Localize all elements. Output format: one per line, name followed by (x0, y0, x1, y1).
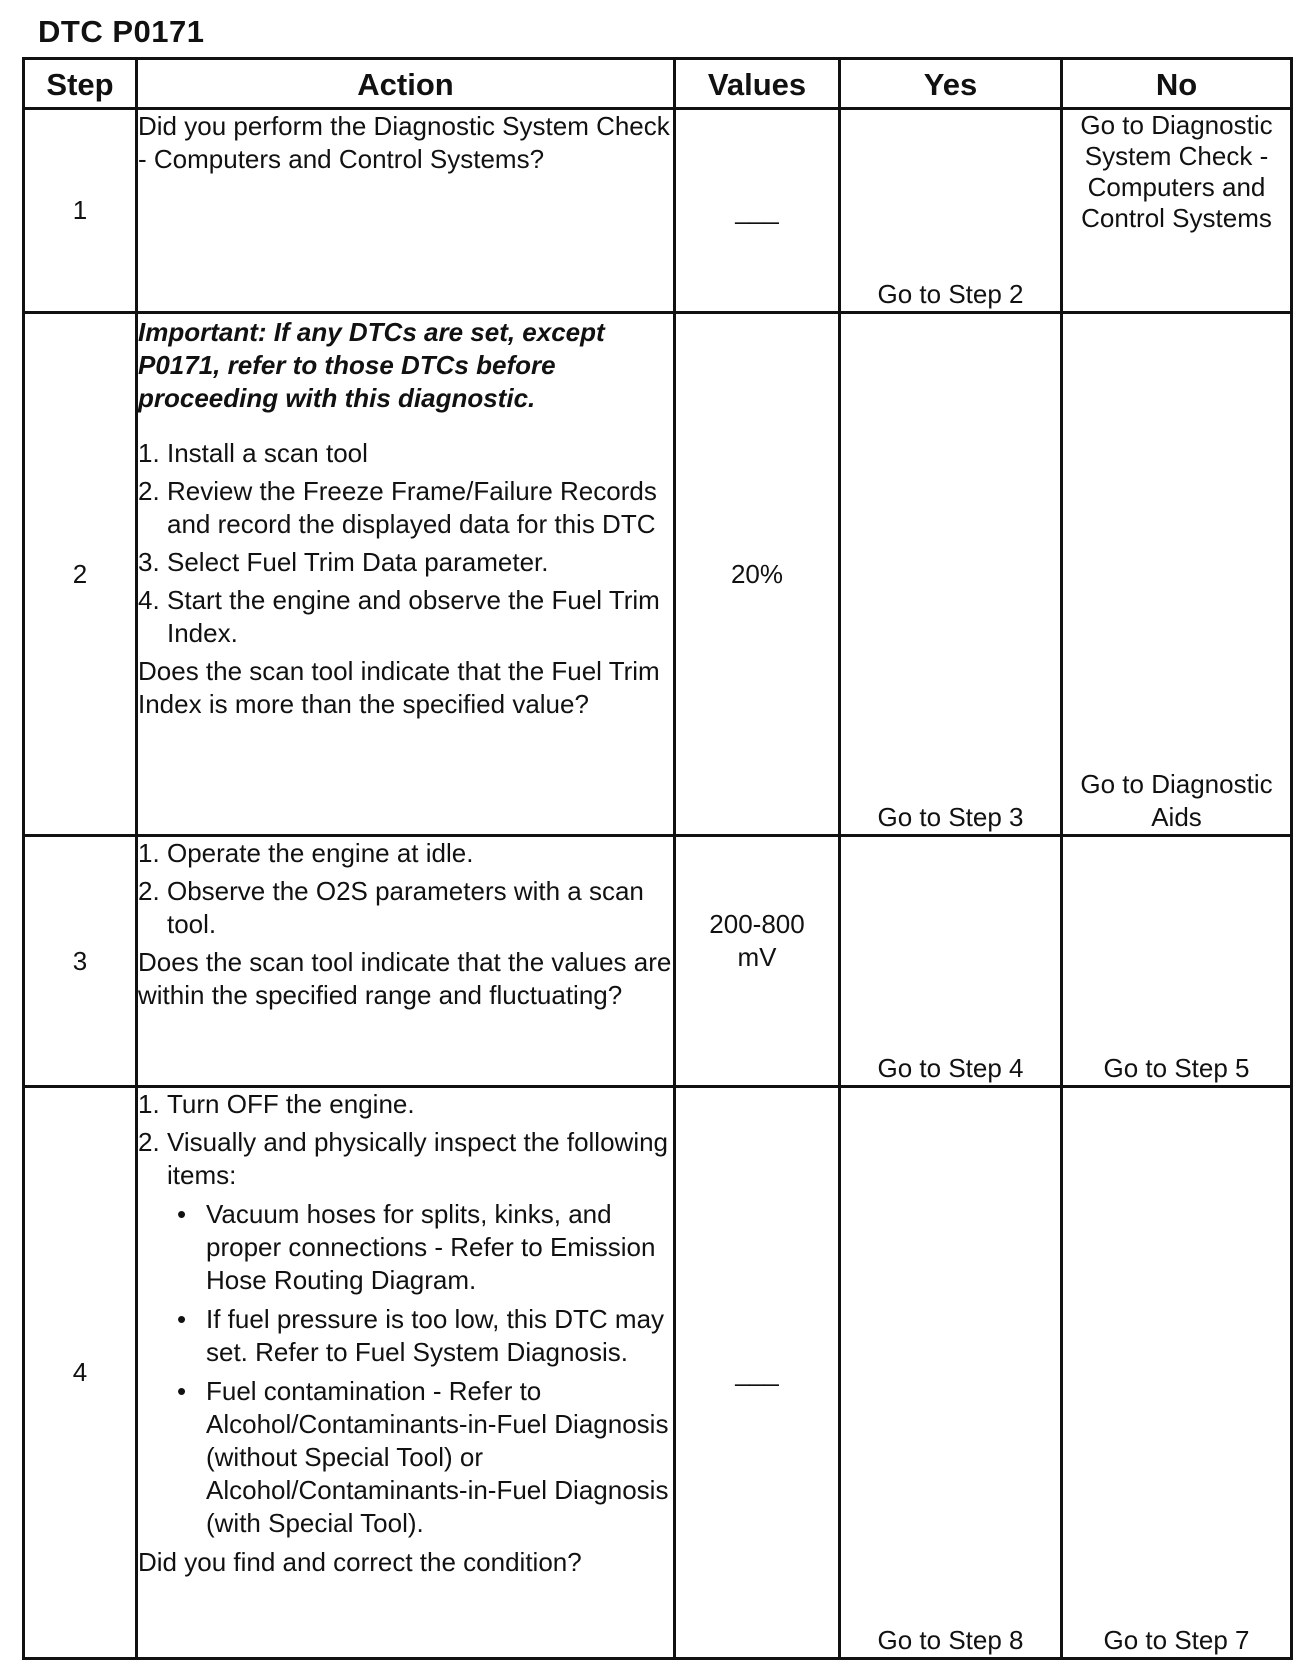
no-cell: Go to Step 5 (1062, 836, 1292, 1087)
list-text: Review the Freeze Frame/Failure Records and record the displayed data for this DTC (167, 476, 657, 539)
list-item (138, 1126, 673, 1540)
bullet-text: Vacuum hoses for splits, kinks, and proper connections - Refer to Emission Hose Routing Diagram. (206, 1199, 656, 1295)
table-row (24, 1087, 1292, 1659)
inspection-items (167, 1198, 673, 1540)
values-cell: ___ (675, 1087, 840, 1659)
document-title: DTC P0171 (38, 14, 205, 49)
table-row (24, 313, 1292, 836)
values-cell (675, 836, 840, 1087)
list-number: 2. (138, 476, 160, 506)
action-question: Does the scan tool indicate that the values are within the specified range and fluctuating? (138, 947, 672, 1010)
list-item (138, 546, 673, 579)
bullet-item (167, 1375, 673, 1540)
list-item (138, 437, 673, 470)
list-text: Operate the engine at idle. (167, 838, 474, 868)
yes-cell: Go to Step 8 (840, 1087, 1062, 1659)
procedure-list (138, 437, 673, 650)
header-action: Action (137, 59, 675, 109)
no-cell: Go to Diagnostic Aids (1062, 313, 1292, 836)
yes-cell: Go to Step 2 (840, 109, 1062, 313)
values-cell: ___ (675, 109, 840, 313)
table-header-row (24, 59, 1292, 109)
list-item (138, 837, 673, 870)
action-cell (137, 313, 675, 836)
yes-cell: Go to Step 3 (840, 313, 1062, 836)
yes-cell: Go to Step 4 (840, 836, 1062, 1087)
action-question: Does the scan tool indicate that the Fuel Trim Index is more than the specified value? (138, 656, 660, 719)
list-text: Visually and physically inspect the following items: (167, 1127, 669, 1190)
bullet-glyph: • (177, 1304, 187, 1334)
list-number: 3. (138, 547, 160, 577)
list-item (138, 475, 673, 541)
values-cell: 20% (675, 313, 840, 836)
step-number: 1 (24, 109, 137, 313)
list-number: 1. (138, 838, 160, 868)
no-cell: Go to Diagnostic System Check - Computers and Control Systems (1062, 109, 1292, 313)
list-item (138, 1088, 673, 1121)
list-item (138, 584, 673, 650)
action-cell (137, 109, 675, 313)
list-text: Observe the O2S parameters with a scan tool. (167, 876, 644, 939)
list-number: 2. (138, 1127, 160, 1157)
procedure-list (138, 1088, 673, 1540)
no-cell: Go to Step 7 (1062, 1087, 1292, 1659)
values-text: 200-800 mV (709, 909, 805, 972)
list-number: 1. (138, 1089, 160, 1119)
step-number: 3 (24, 836, 137, 1087)
header-yes: Yes (840, 59, 1062, 109)
table-row (24, 109, 1292, 313)
important-note: Important: If any DTCs are set, except P0171, refer to those DTCs before proceeding with this diagnostic. (138, 317, 605, 413)
bullet-text: Fuel contamination - Refer to Alcohol/Contaminants-in-Fuel Diagnosis (without Special Tool) or Alcohol/Contaminants-in-Fuel Diagnosis (with Special Tool). (206, 1376, 669, 1538)
list-text: Start the engine and observe the Fuel Trim Index. (167, 585, 660, 648)
list-number: 4. (138, 585, 160, 615)
procedure-list (138, 837, 673, 941)
step-number: 2 (24, 313, 137, 836)
bullet-text: If fuel pressure is too low, this DTC may set. Refer to Fuel System Diagnosis. (206, 1304, 665, 1367)
bullet-item (167, 1303, 673, 1369)
action-question: Did you find and correct the condition? (138, 1547, 582, 1577)
list-text: Install a scan tool (167, 438, 368, 468)
bullet-item (167, 1198, 673, 1297)
action-question: Did you perform the Diagnostic System Check - Computers and Control Systems? (138, 111, 670, 174)
action-cell (137, 1087, 675, 1659)
header-step: Step (24, 59, 137, 109)
list-number: 2. (138, 876, 160, 906)
list-number: 1. (138, 438, 160, 468)
list-text: Select Fuel Trim Data parameter. (167, 547, 549, 577)
table-row (24, 836, 1292, 1087)
header-no: No (1062, 59, 1292, 109)
diagnostic-table (22, 57, 1293, 1660)
header-values: Values (675, 59, 840, 109)
list-item (138, 875, 673, 941)
bullet-glyph: • (177, 1199, 187, 1229)
step-number: 4 (24, 1087, 137, 1659)
bullet-glyph: • (177, 1376, 187, 1406)
list-text: Turn OFF the engine. (167, 1089, 415, 1119)
action-cell (137, 836, 675, 1087)
